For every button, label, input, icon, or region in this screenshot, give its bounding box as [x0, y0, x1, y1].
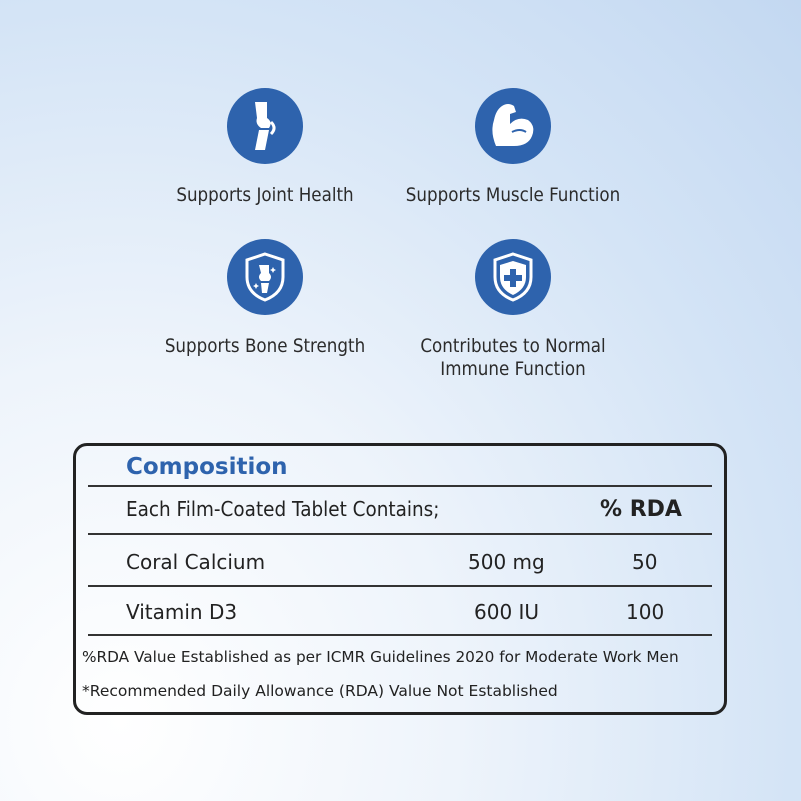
rda-footnote: *Recommended Daily Allowance (RDA) Value Not Established: [82, 682, 558, 700]
rda-note: %RDA Value Established as per ICMR Guidelines 2020 for Moderate Work Men: [82, 648, 679, 666]
bone-shield-icon: [227, 239, 303, 315]
benefit-joint-health: [135, 88, 395, 207]
rda-header: % RDA: [600, 497, 682, 522]
benefit-label: Supports Joint Health: [176, 184, 354, 206]
benefit-immune-function: [383, 239, 643, 381]
divider: [88, 634, 712, 636]
knee-joint-icon: [227, 88, 303, 164]
flexed-arm-icon: [475, 88, 551, 164]
benefit-muscle-function: [383, 88, 643, 207]
ingredient-name: Coral Calcium: [126, 550, 266, 574]
composition-title: Composition: [126, 454, 288, 480]
divider: [88, 585, 712, 587]
ingredient-amount: 600 IU: [474, 600, 540, 624]
benefit-bone-strength: [135, 239, 395, 358]
ingredient-amount: 500 mg: [468, 550, 545, 574]
benefit-label: Supports Bone Strength: [164, 335, 366, 357]
composition-header-left: Each Film-Coated Tablet Contains;: [126, 497, 440, 521]
divider: [88, 485, 712, 487]
ingredient-name: Vitamin D3: [126, 600, 238, 624]
benefit-label: Contributes to Normal Immune Function: [420, 335, 606, 380]
medical-shield-icon: [475, 239, 551, 315]
composition-panel: [73, 443, 727, 715]
ingredient-rda: 50: [632, 550, 658, 574]
divider: [88, 533, 712, 535]
ingredient-rda: 100: [626, 600, 665, 624]
benefit-label: Supports Muscle Function: [405, 184, 621, 206]
